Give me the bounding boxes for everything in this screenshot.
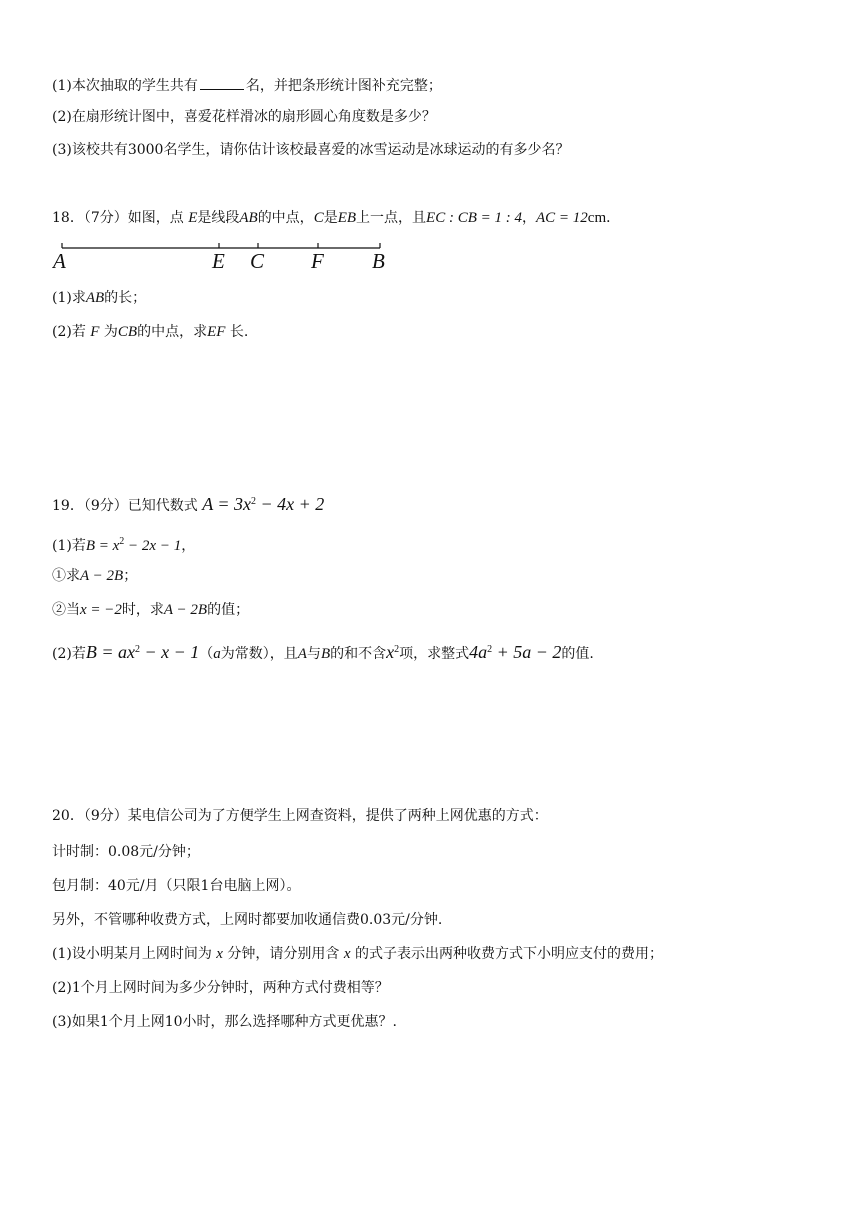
- q18-header: 18．（7分）如图，点 E是线段AB的中点，C是EB上一点，且EC : CB = 1 : 4，AC = 12cm．: [52, 210, 621, 226]
- q19-header: 19．（9分）已知代数式 $A = 3x^2 - 4x + 2$: [52, 494, 325, 514]
- q18-part2: (2)若 F 为CB的中点，求EF 长.: [52, 324, 249, 340]
- expr-b2: $B = ax^2 - x - 1$: [85, 642, 200, 662]
- label-f: F: [311, 249, 324, 273]
- q19-sub1: ①求A − 2B；: [52, 568, 138, 584]
- q19-part2: (2)若$B = ax^2 - x - 1(a$为常数），且A与B的和不含$x^2$项，求整式$4a^2 + 5a - 2$的值.: [52, 642, 594, 662]
- label-c: C: [250, 249, 265, 273]
- expr-b1: $B = x^2 - 2x - 1$: [85, 536, 182, 554]
- q20-header: 20．（9分）某电信公司为了方便学生上网查资料，提供了两种上网优惠的方式：: [52, 808, 548, 824]
- label-a: A: [53, 249, 66, 273]
- q20-line3: 另外，不管哪种收费方式，上网时都要加收通信费0.03元/分钟.: [52, 912, 443, 928]
- q20-part2: (2)1个月上网时间为多少分钟时，两种方式付费相等？: [52, 980, 389, 996]
- q19-part1: (1)若$B = x^2 - 2x - 1$，: [52, 536, 196, 554]
- q19-sub2: ②当x = −2时，求A − 2B的值；: [52, 602, 250, 618]
- q20-part3: (3)如果1个月上网10小时，那么选择哪种方式更优惠？.: [52, 1014, 398, 1030]
- q17-part2: (2)在扇形统计图中，喜爱花样滑冰的扇形圆心角度数是多少？: [52, 109, 436, 125]
- q17-part3: (3)该校共有3000名学生，请你估计该校最喜爱的冰雪运动是冰球运动的有多少名？: [52, 142, 570, 158]
- q20-line1: 计时制：0.08元/分钟；: [52, 844, 200, 860]
- q20-part1: (1)设小明某月上网时间为 x 分钟，请分别用含 x 的式子表示出两种收费方式下小明应支付的费用；: [52, 946, 663, 962]
- answer-blank: [200, 75, 244, 90]
- segment-diagram: [52, 236, 402, 276]
- label-e: E: [212, 249, 225, 273]
- q20-line2: 包月制：40元/月（只限1台电脑上网）。: [52, 878, 301, 894]
- label-b: B: [372, 249, 385, 273]
- expr-poly: $4a^2 + 5a - 2$: [469, 642, 562, 662]
- expr-a: $A = 3x^2 - 4x + 2$: [202, 494, 325, 514]
- q18-part1: (1)求AB的长；: [52, 290, 147, 306]
- q17-part1: (1)本次抽取的学生共有 名，并把条形统计图补充完整；: [52, 75, 442, 96]
